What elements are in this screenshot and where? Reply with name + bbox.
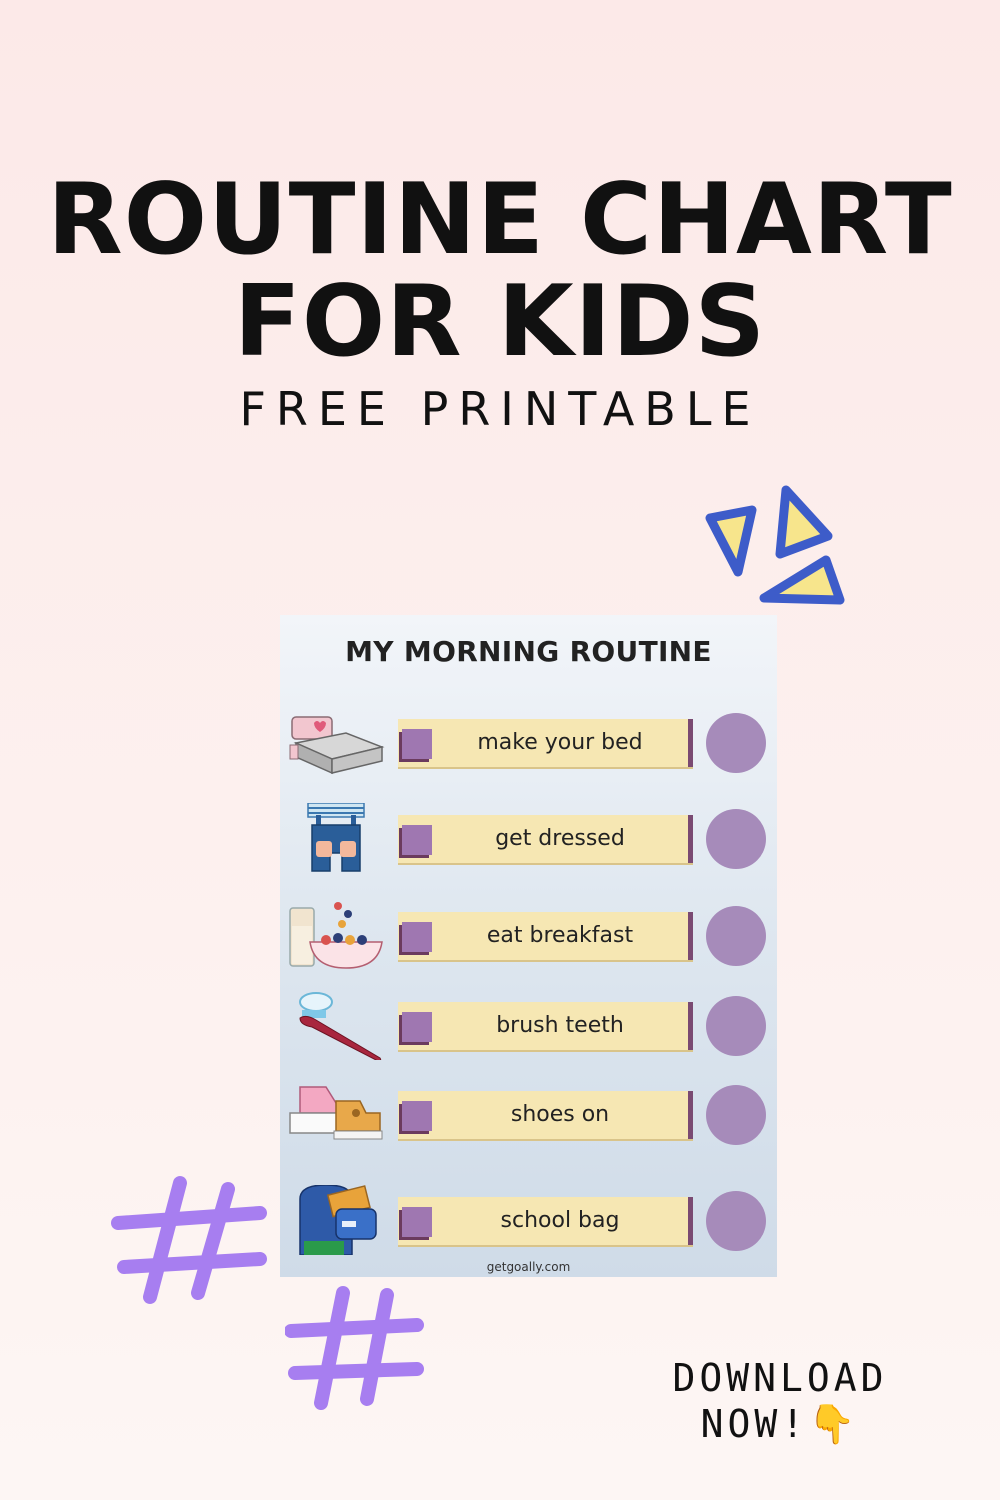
task-label: school bag <box>500 1208 620 1233</box>
routine-chart-card <box>280 615 777 1277</box>
checkbox-square[interactable] <box>402 1101 432 1131</box>
task-bar <box>398 719 693 767</box>
routine-item <box>280 707 777 777</box>
routine-item <box>280 990 777 1060</box>
done-circle[interactable] <box>706 809 766 869</box>
download-cta[interactable] <box>640 1355 920 1447</box>
routine-item <box>280 900 777 970</box>
card-title: MY MORNING ROUTINE <box>345 635 712 668</box>
page-title-line-1: ROUTINE CHART <box>47 163 953 277</box>
triangles-decoration-icon <box>700 480 860 620</box>
task-bar <box>398 1091 693 1139</box>
toothbrush-icon <box>286 990 386 1060</box>
shoes-icon <box>286 1079 386 1149</box>
task-label: brush teeth <box>496 1013 624 1038</box>
task-label: eat breakfast <box>486 923 634 948</box>
checkbox-square[interactable] <box>402 1207 432 1237</box>
done-circle[interactable] <box>706 1085 766 1145</box>
hash-scribble-icon <box>110 1175 270 1305</box>
cta-line-2: NOW!👇 <box>700 1402 860 1446</box>
routine-item <box>280 1079 777 1149</box>
task-bar <box>398 1002 693 1050</box>
done-circle[interactable] <box>706 1191 766 1251</box>
checkbox-square[interactable] <box>402 1012 432 1042</box>
task-label: shoes on <box>510 1102 610 1127</box>
task-label: get dressed <box>495 826 625 851</box>
done-circle[interactable] <box>706 713 766 773</box>
routine-item <box>280 803 777 873</box>
done-circle[interactable] <box>706 996 766 1056</box>
task-bar <box>398 912 693 960</box>
card-footer-url: getgoally.com <box>486 1260 571 1274</box>
task-bar <box>398 815 693 863</box>
task-label: make your bed <box>477 730 643 755</box>
checkbox-square[interactable] <box>402 729 432 759</box>
backpack-icon <box>286 1185 386 1255</box>
cereal-bowl-icon <box>286 900 386 970</box>
cta-line-1: DOWNLOAD <box>672 1356 888 1400</box>
checkbox-square[interactable] <box>402 922 432 952</box>
task-bar <box>398 1197 693 1245</box>
bed-icon <box>286 707 386 777</box>
routine-item <box>280 1185 777 1255</box>
hash-scribble-icon-2 <box>285 1285 425 1410</box>
page-subtitle: FREE PRINTABLE <box>239 382 761 436</box>
page-title-line-2: FOR KIDS <box>233 265 767 379</box>
done-circle[interactable] <box>706 906 766 966</box>
checkbox-square[interactable] <box>402 825 432 855</box>
overalls-icon <box>286 803 386 873</box>
